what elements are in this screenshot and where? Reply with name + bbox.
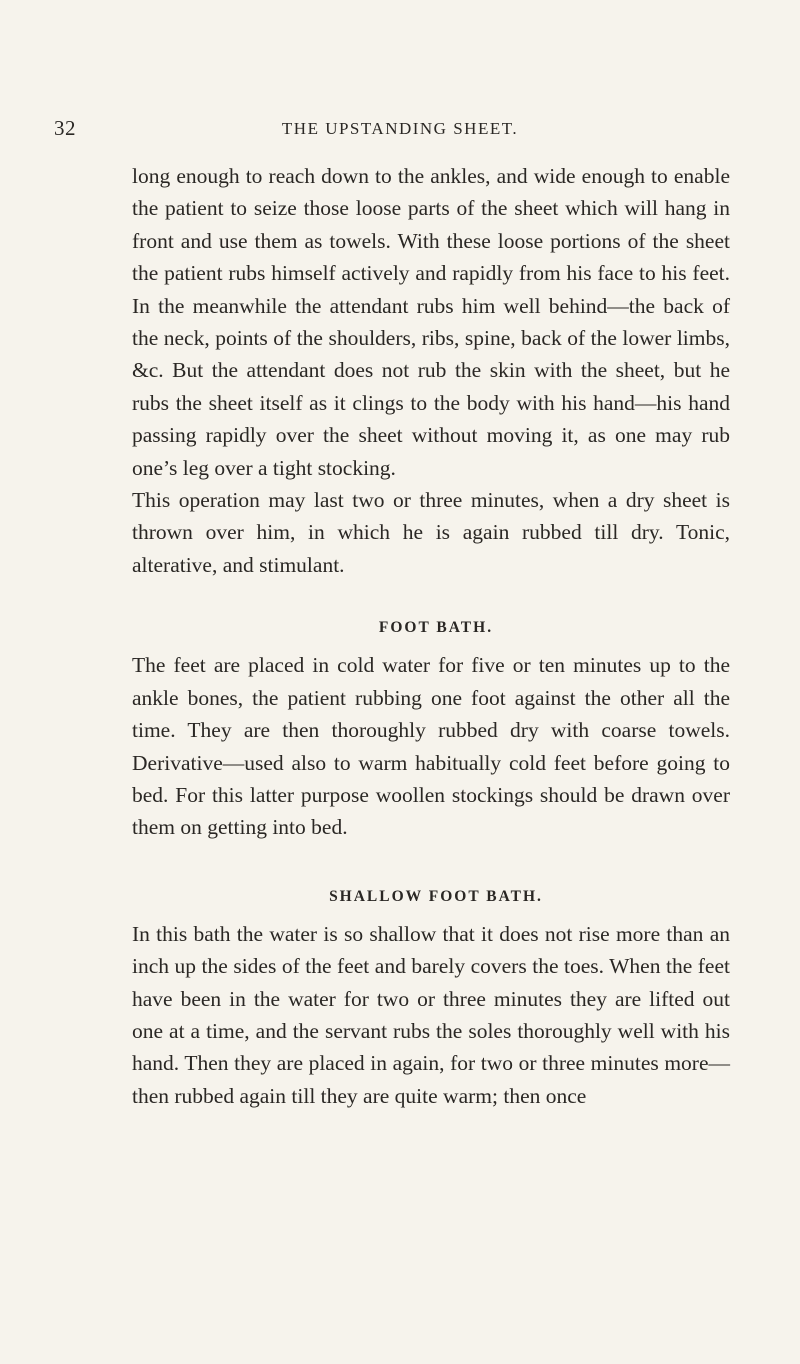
page-number: 32 [54, 116, 76, 140]
section-heading-shallow-foot-bath: SHALLOW FOOT BATH. [329, 887, 543, 905]
page-header [0, 116, 800, 146]
paragraph-upstanding-sheet-2: This operation may last two or three minutes, when a dry sheet is thrown over him, in which he is again rubbed till dry. Tonic, alterative, and stimulant. [132, 488, 730, 577]
section-heading-foot-bath: FOOT BATH. [378, 619, 494, 637]
page-body [132, 160, 730, 1112]
paragraph-foot-bath: The feet are placed in cold water for five or ten minutes up to the ankle bones, the patient rubbing one foot against the other all the time. They are then thoroughly rubbed dry with coarse towels. Derivative—used also to warm habitually cold feet before going to bed. For this latter purpose woollen stockings should be drawn over them on getting into bed. [132, 653, 730, 840]
paragraph-shallow-foot-bath: In this bath the water is so shallow that it does not rise more than an inch up the sides of the feet and barely covers the toes. When the feet have been in the water for two or three minutes they are lifted out one at a time, and the servant rubs the soles thoroughly well with his hand. Then they are placed in again, for two or three minutes more—then rubbed again till they are quite warm; then once [132, 921, 730, 1108]
running-head: THE UPSTANDING SHEET. [281, 119, 519, 138]
paragraph-upstanding-sheet-1: long enough to reach down to the ankles, and wide enough to enable the patient to seize those loose parts of the sheet which will hang in front and use them as towels. With these loose portions of the sheet the patient rubs himself actively and rapidly from his face to his feet. In the meanwhile the attendant rubs him well behind—the back of the neck, points of the shoulders, ribs, spine, back of the lower limbs, &c. But the attendant does not rub the skin with the sheet, but he rubs the sheet itself as it clings to the body with his hand—his hand passing rapidly over the sheet without moving it, as one may rub one’s leg over a tight stocking. [132, 164, 730, 480]
